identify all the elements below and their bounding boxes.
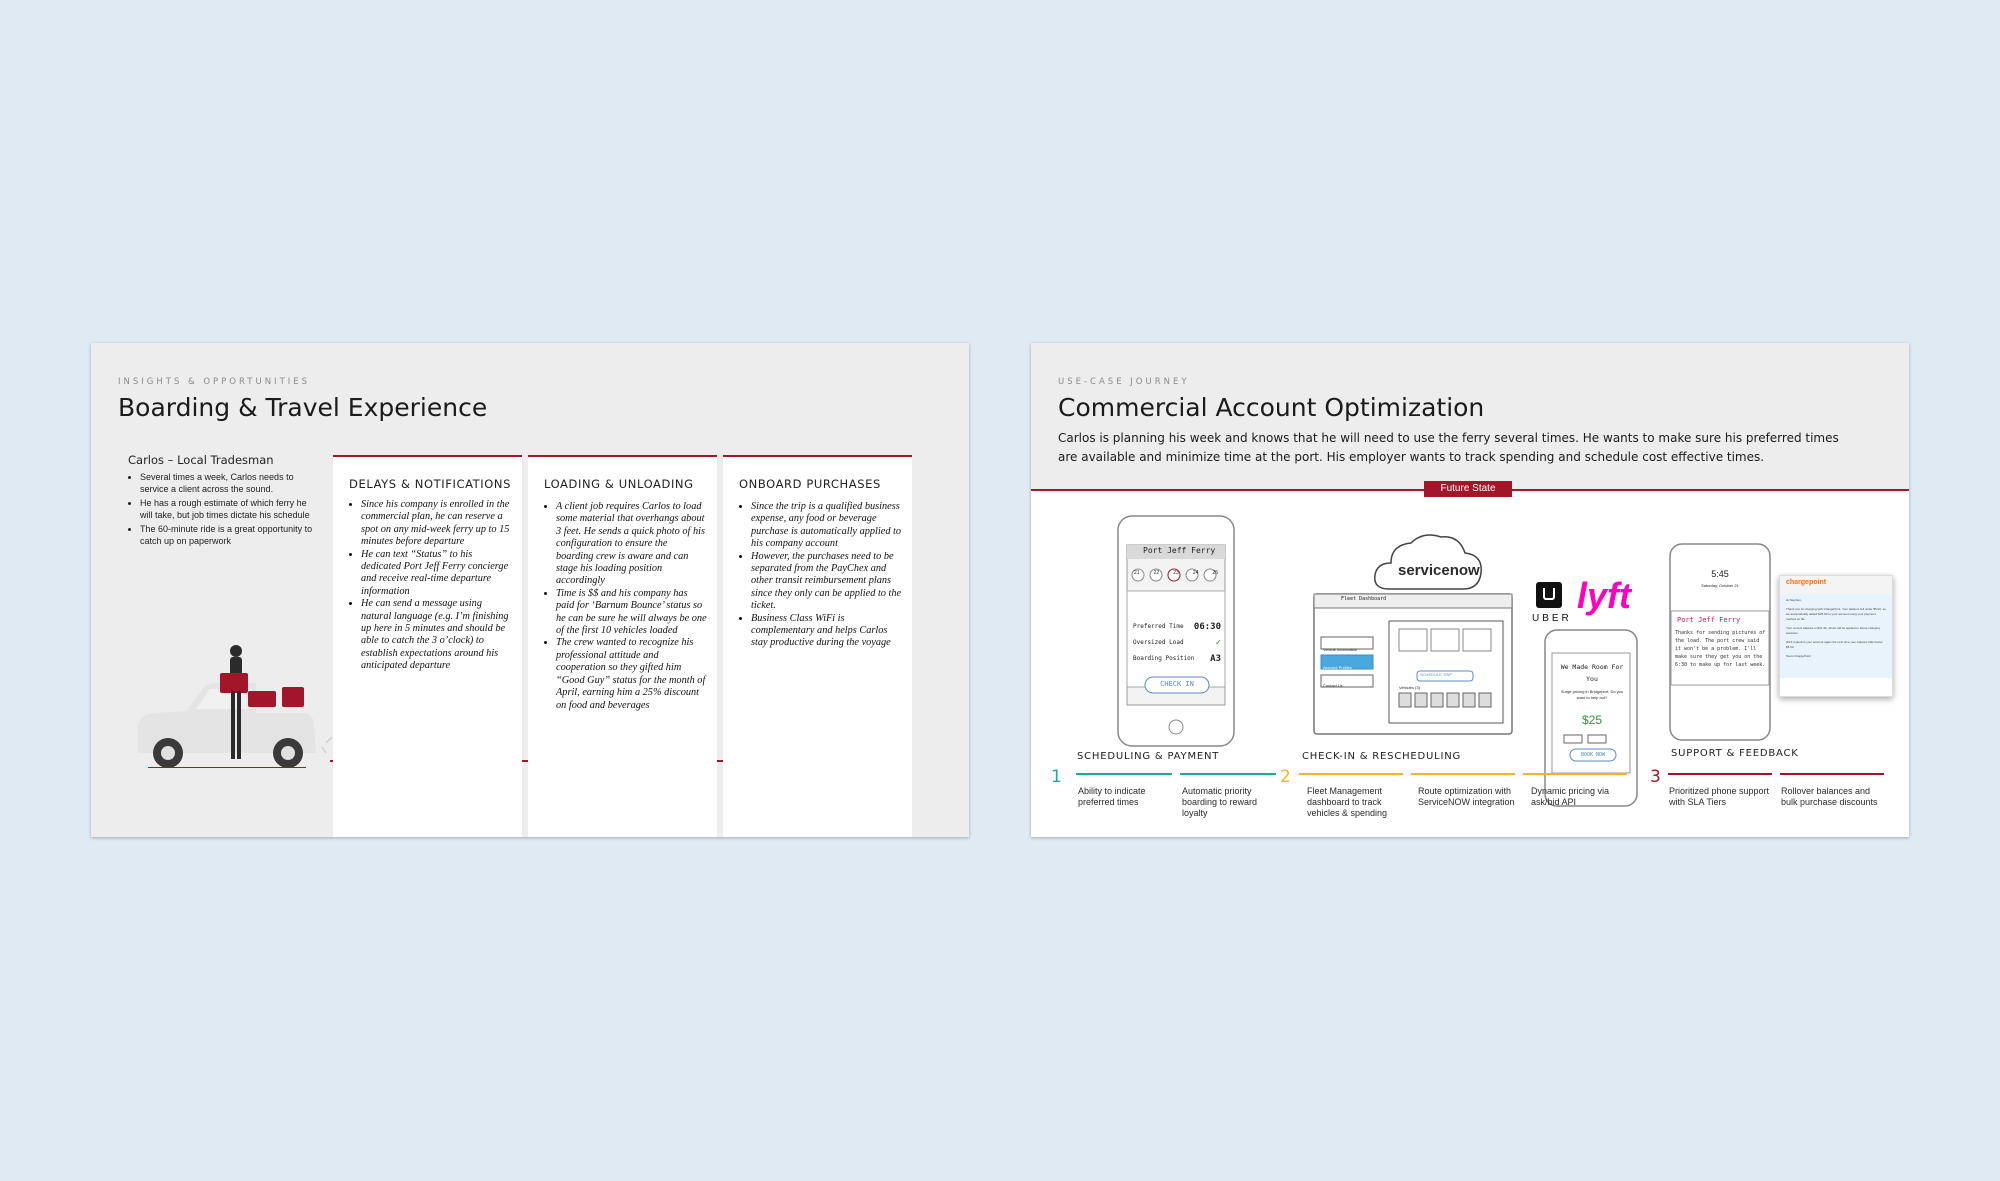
card-bullet: • Since his company is enrolled in the commercial plan, he can reserve a spot on any mid-week ferry up to 15 minutes before departure <box>361 499 512 549</box>
phone1-rows <box>1133 619 1221 667</box>
notification-body: Thanks for sending pictures of the load. The port crew said it won't be a problem. I'll make sure they get you on the 6:30 to make up for last week. <box>1675 630 1766 668</box>
future-state-label: Future State <box>1424 481 1512 497</box>
persona-panel <box>128 453 313 549</box>
persona-bullet: • Several times a week, Carlos needs to service a client across the sound. <box>140 471 313 495</box>
section-label: SUPPORT & FEEDBACK <box>1671 748 1799 759</box>
persona-bullet: • He has a rough estimate of which ferry he will take, but job times dictate his schedule <box>140 497 313 521</box>
card-bullet: • Time is $$ and his company has paid for ‘Barnum Bounce’ status so he can be sure he will always be one of the first 10 vehicles loaded <box>556 588 707 638</box>
step2-bar <box>1523 773 1627 775</box>
feature-text: Rollover balances and bulk purchase discounts <box>1781 786 1878 807</box>
card-bullet: • Business Class WiFi is complementary and helps Carlos stay productive during the voyage <box>751 613 902 650</box>
step2-bar <box>1299 773 1403 775</box>
dashboard-title: Fleet Dashboard <box>1341 596 1387 602</box>
date-chip[interactable]: 25 <box>1212 570 1218 576</box>
card-loading-unloading <box>528 455 717 837</box>
email-line: Hi Stephen, <box>1786 598 1802 602</box>
book-now-button[interactable]: BOOK NOW <box>1580 752 1606 758</box>
tradesman-truck-illustration <box>136 643 336 768</box>
menu-item[interactable]: Contact Us <box>1323 683 1343 688</box>
step3-bar <box>1780 773 1884 775</box>
slide-title: Boarding & Travel Experience <box>118 393 488 422</box>
feature-text: Route optimization with ServiceNOW integration <box>1418 786 1515 807</box>
feature-text: Automatic priority boarding to reward loyalty <box>1182 786 1258 818</box>
menu-item[interactable]: Vehicle Information <box>1323 647 1358 652</box>
menu-item[interactable]: Account Profiles <box>1323 665 1352 670</box>
email-line: Your current balance is $31.36, which will be applied to future charging sessions. <box>1786 626 1880 635</box>
card-title: DELAYS & NOTIFICATIONS <box>349 477 512 491</box>
step-number: 2 <box>1280 767 1291 787</box>
slide-boarding-travel <box>91 343 969 837</box>
dashboard-menu <box>1323 641 1357 695</box>
card-bullet: • The crew wanted to recognize his professional attitude and cooperation so they gifted him “Good Guy” status for the month of April, earning him a 25% discount on food and beverages <box>556 637 707 711</box>
persona-bullet: • The 60-minute ride is a great opportunity to catch up on paperwork <box>140 523 313 547</box>
card-bullet: • A client job requires Carlos to load some material that overhangs about 3 feet. He sends a quick photo of his configuration to ensure the boarding crew is aware and can stage his loading position accordingly <box>556 501 707 588</box>
step-number: 3 <box>1650 767 1661 787</box>
email-line: Team ChargePoint <box>1786 654 1811 658</box>
check-in-button[interactable]: CHECK IN <box>1160 680 1194 688</box>
card-title: LOADING & UNLOADING <box>544 477 694 491</box>
row-label: Boarding Position <box>1133 655 1195 662</box>
row-label: Oversized Load <box>1133 639 1184 646</box>
step3-bar <box>1668 773 1772 775</box>
persona-bullets <box>128 471 313 547</box>
row-label: Preferred Time <box>1133 623 1184 630</box>
uber-logo: UBER <box>1532 613 1572 624</box>
vehicles-heading: Vehicles (3) <box>1399 685 1420 690</box>
feature-text: Fleet Management dashboard to track vehicles & spending <box>1307 786 1388 818</box>
step1-bar <box>1076 773 1172 775</box>
phone3-date: Saturday, October 21 <box>1701 583 1739 588</box>
phone3-time: 5:45 <box>1711 569 1729 579</box>
slide-commercial-account <box>1031 343 1909 837</box>
feature-text: Prioritized phone support with SLA Tiers <box>1669 786 1770 807</box>
slide-eyebrow: USE-CASE JOURNEY <box>1058 377 1190 387</box>
card-onboard-purchases <box>723 455 912 837</box>
phone2-subtitle: Surge pricing in Bridgeport. Do you want to help out? <box>1560 689 1624 700</box>
date-chip[interactable]: 21 <box>1134 570 1140 576</box>
slide-intro: Carlos is planning his week and knows that he will need to use the ferry several times. He wants to make sure his preferred times are available and minimize time at the port. His employer wants to track spending and schedule cost effective times. <box>1058 431 1839 464</box>
feature-text: Ability to indicate preferred times <box>1078 786 1146 807</box>
check-icon: ✓ <box>1215 638 1221 648</box>
phone1-dates <box>1134 570 1218 576</box>
step2-bar <box>1411 773 1515 775</box>
row-value: A3 <box>1210 654 1221 664</box>
email-line: Thank you for charging with ChargePoint. Your balance fell under $5.00, so we automatically added $25.00 to your account using your payment method on file. <box>1786 607 1886 621</box>
card-bullet: • He can text “Status” to his dedicated Port Jeff Ferry concierge and receive real-time departure information <box>361 549 512 599</box>
slide-eyebrow: INSIGHTS & OPPORTUNITIES <box>118 377 311 387</box>
lyft-logo: lyft <box>1577 575 1631 616</box>
date-chip[interactable]: 24 <box>1192 570 1199 576</box>
date-chip[interactable]: 22 <box>1153 570 1160 576</box>
phone2-price: $25 <box>1581 713 1603 727</box>
card-delays-notifications <box>333 455 522 837</box>
card-bullet: • He can send a message using natural language (e.g. I’m finishing up here in 5 minutes and should be able to catch the 3 o’clock) to establish expectations around his anticipated departure <box>361 598 512 672</box>
email-line: We'll replenish your account again the next time your balance falls below $5.00. <box>1786 640 1883 649</box>
schedule-trip-button[interactable]: SCHEDULE TRIP <box>1420 672 1452 677</box>
persona-name: Carlos – Local Tradesman <box>128 453 274 467</box>
email-mockup <box>1779 575 1893 697</box>
phone1-header: Port Jeff Ferry <box>1143 546 1216 555</box>
chargepoint-logo: chargepoint <box>1780 576 1892 594</box>
notification-title: Port Jeff Ferry <box>1677 616 1741 624</box>
section-label: SCHEDULING & PAYMENT <box>1077 751 1220 762</box>
card-bullet: • Since the trip is a qualified business expense, any food or beverage purchase is automatically applied to his company account <box>751 501 902 551</box>
servicenow-logo: servicenow <box>1398 562 1480 579</box>
uber-icon <box>1536 582 1562 608</box>
phone2-title: We Made Room For You <box>1560 663 1624 683</box>
step1-bar <box>1180 773 1276 775</box>
row-value: 06:30 <box>1193 622 1221 632</box>
slide-title: Commercial Account Optimization <box>1058 393 1485 422</box>
date-chip[interactable]: 23 <box>1173 570 1179 576</box>
section-label: CHECK-IN & RESCHEDULING <box>1302 751 1462 762</box>
feature-text: Dynamic pricing via ask/bid API <box>1531 786 1610 807</box>
card-bullet: • However, the purchases need to be separated from the PayChex and other transit reimbursement plans since they only can be applied to the ticket. <box>751 551 902 613</box>
step-number: 1 <box>1051 767 1062 787</box>
card-title: ONBOARD PURCHASES <box>739 477 881 491</box>
